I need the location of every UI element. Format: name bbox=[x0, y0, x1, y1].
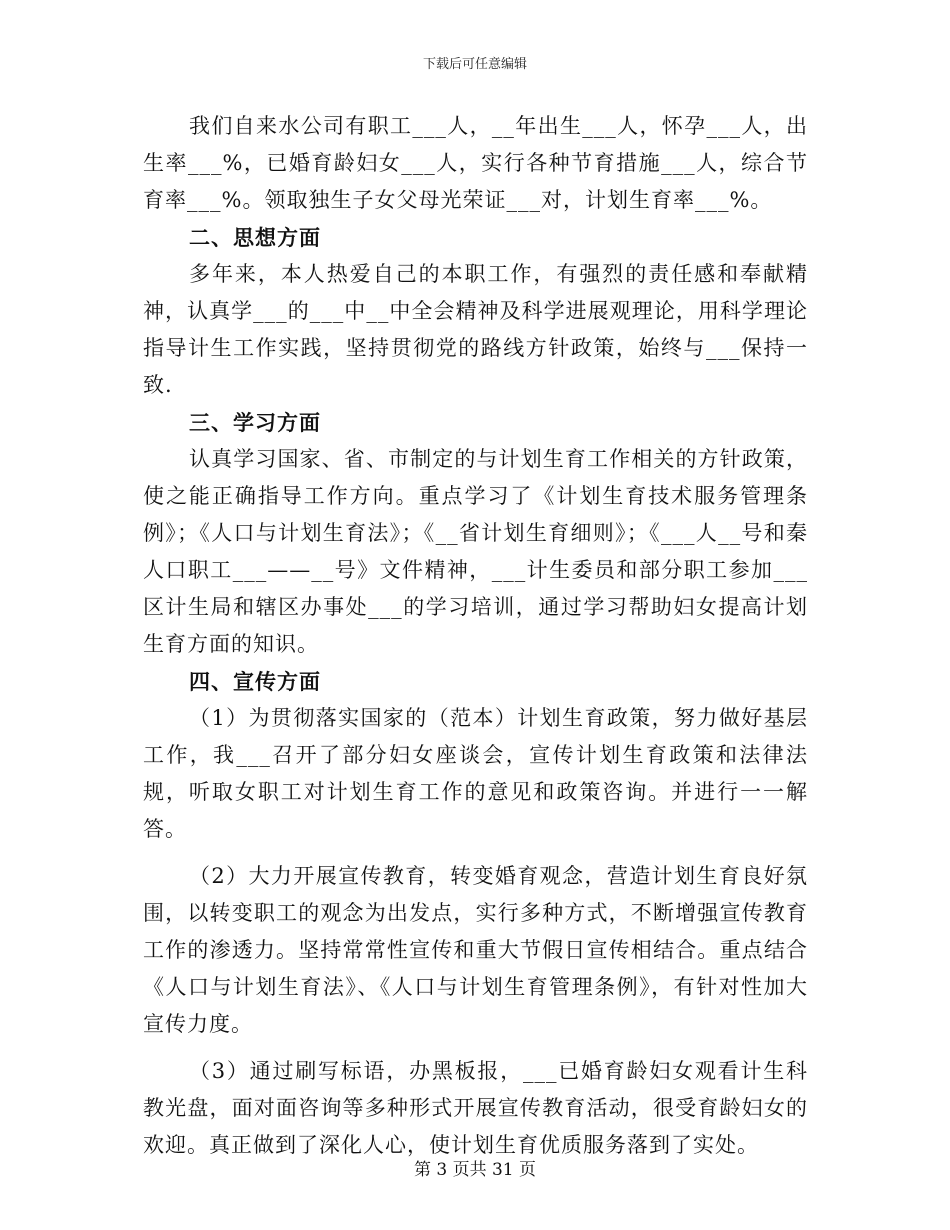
section-heading-publicity: 四、宣传方面 bbox=[189, 669, 321, 694]
paragraph-statistics: 我们自来水公司有职工___人，__年出生___人，怀孕___人，出生率___%，已婚育龄妇女___人，实行各种节育措施___人，综合节育率___%。领取独生子女父母光荣证___对，计划生育率___%。 bbox=[143, 114, 808, 212]
document-body bbox=[143, 108, 808, 1164]
paragraph-study: 认真学习国家、省、市制定的与计划生育工作相关的方针政策，使之能正确指导工作方向。重点学习了《计划生育技术服务管理条例》；《人口与计划生育法》；《__省计划生育细则》；《___人__号和秦人口职工___——__号》文件精神，___计生委员和部分职工参加___区计生局和辖区办事处___的学习培训，通过学习帮助妇女提高计划生育方面的知识。 bbox=[143, 447, 808, 656]
paragraph-publicity-1: （1）为贯彻落实国家的（范本）计划生育政策，努力做好基层工作，我___召开了部分妇女座谈会，宣传计划生育政策和法律法规，听取女职工对计划生育工作的意见和政策咨询。并进行一一解答。 bbox=[143, 706, 808, 841]
paragraph-publicity-3: （3）通过刷写标语，办黑板报，___已婚育龄妇女观看计生科教光盘，面对面咨询等多种形式开展宣传教育活动，很受育龄妇女的欢迎。真正做到了深化人心，使计划生育优质服务落到了实处。 bbox=[143, 1059, 808, 1157]
paragraph-thought: 多年来，本人热爱自己的本职工作，有强烈的责任感和奉献精神，认真学___的___中__中全会精神及科学进展观理论，用科学理论指导计生工作实践，坚持贯彻党的路线方针政策，始终与___保持一致. bbox=[143, 262, 808, 397]
section-heading-thought: 二、思想方面 bbox=[189, 225, 321, 250]
paragraph-publicity-2: （2）大力开展宣传教育，转变婚育观念，营造计划生育良好氛围，以转变职工的观念为出发点，实行多种方式，不断增强宣传教育工作的渗透力。坚持常常性宣传和重大节假日宣传相结合。重点结合《人口与计划生育法》、《人口与计划生育管理条例》，有针对性加大宣传力度。 bbox=[143, 864, 808, 1036]
page-number: 第 3 页共 31 页 bbox=[413, 1160, 537, 1180]
section-heading-study: 三、学习方面 bbox=[189, 410, 321, 435]
page-header: 下载后可任意编辑 bbox=[422, 57, 527, 72]
